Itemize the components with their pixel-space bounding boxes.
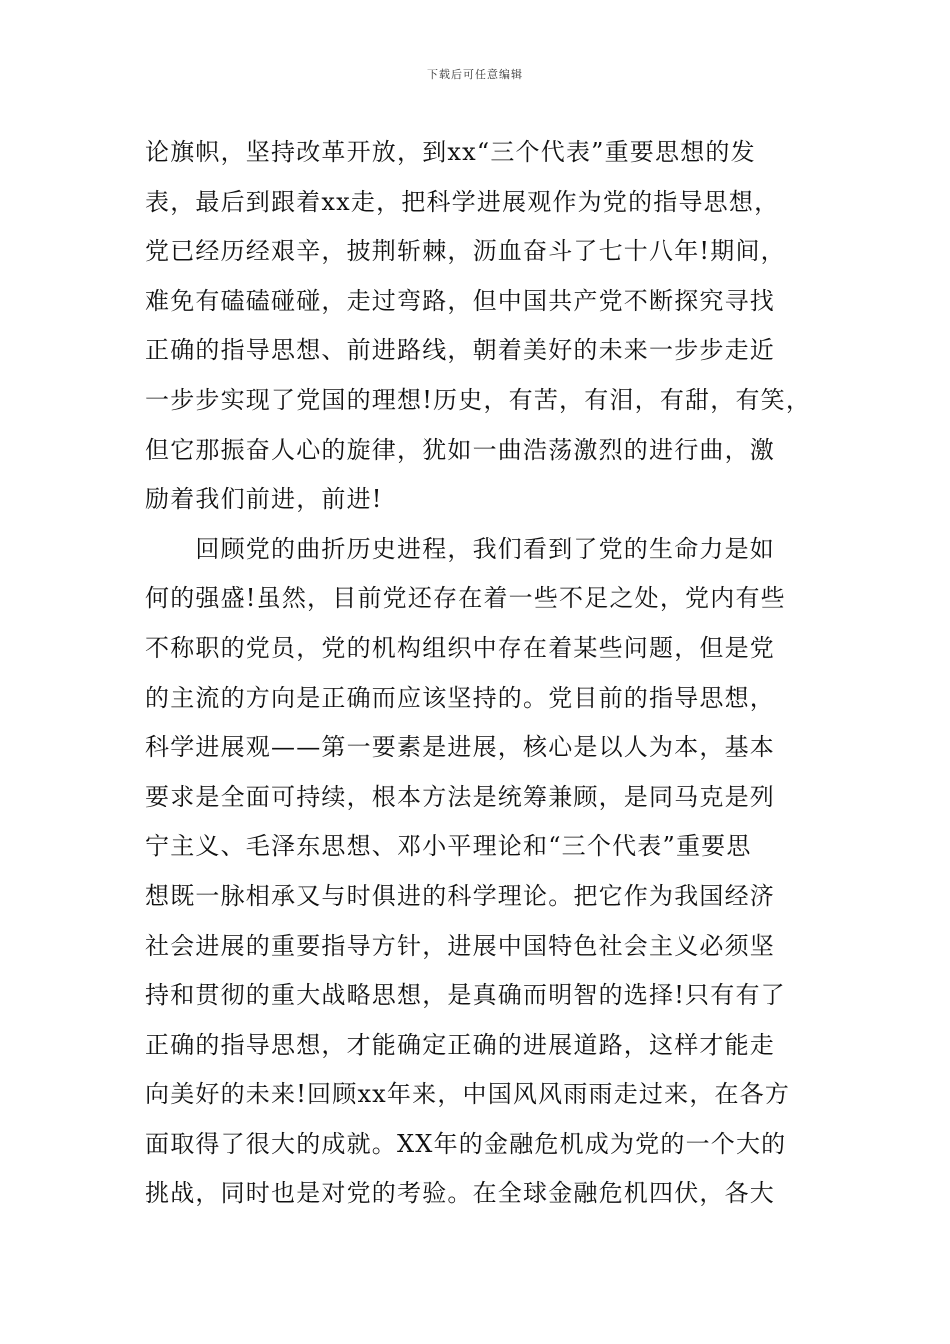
text-line: 持和贯彻的重大战略思想，是真确而明智的选择!只有有了	[145, 981, 786, 1010]
text-line: 要求是全面可持续，根本方法是统筹兼顾，是同马克是列	[145, 782, 775, 811]
text-line: 论旗帜，坚持改革开放，到xx“三个代表”重要思想的发	[145, 138, 756, 166]
text-line: 党已经历经艰辛，披荆斩棘，沥血奋斗了七十八年!期间，	[145, 237, 786, 266]
text-line: 的主流的方向是正确而应该坚持的。党目前的指导思想，	[145, 683, 775, 712]
text-line: 励着我们前进，前进!	[145, 485, 383, 514]
text-line: 宁主义、毛泽东思想、邓小平理论和“三个代表”重要思	[145, 832, 752, 861]
text-line: 回顾党的曲折历史进程，我们看到了党的生命力是如	[145, 534, 775, 563]
text-line: 何的强盛!虽然，目前党还存在着一些不足之处，党内有些	[145, 584, 786, 613]
text-line: 面取得了很大的成就。XX年的金融危机成为党的一个大的	[145, 1129, 787, 1158]
document-body	[145, 128, 817, 1219]
header-note: 下载后可任意编辑	[427, 68, 523, 81]
text-line: 难免有磕磕碰碰，走过弯路，但中国共产党不断探究寻找	[145, 286, 775, 315]
text-line: 向美好的未来!回顾xx年来，中国风风雨雨走过来，在各方	[145, 1080, 791, 1109]
text-line: 想既一脉相承又与时俱进的科学理论。把它作为我国经济	[145, 881, 775, 910]
text-line: 挑战，同时也是对党的考验。在全球金融危机四伏，各大	[145, 1179, 775, 1208]
text-line: 正确的指导思想，才能确定正确的进展道路，这样才能走	[145, 1030, 775, 1059]
text-line: 但它那振奋人心的旋律，犹如一曲浩荡激烈的进行曲，激	[145, 435, 775, 464]
text-line: 一步步实现了党国的理想!历史，有苦，有泪，有甜，有笑，	[145, 385, 812, 414]
text-line: 社会进展的重要指导方针，进展中国特色社会主义必须坚	[145, 931, 775, 960]
text-line: 科学进展观——第一要素是进展，核心是以人为本，基本	[145, 733, 775, 762]
text-line: 不称职的党员，党的机构组织中存在着某些问题，但是党	[145, 633, 775, 662]
text-line: 正确的指导思想、前进路线，朝着美好的未来一步步走近	[145, 336, 775, 365]
text-line: 表，最后到跟着xx走，把科学进展观作为党的指导思想，	[145, 187, 780, 216]
